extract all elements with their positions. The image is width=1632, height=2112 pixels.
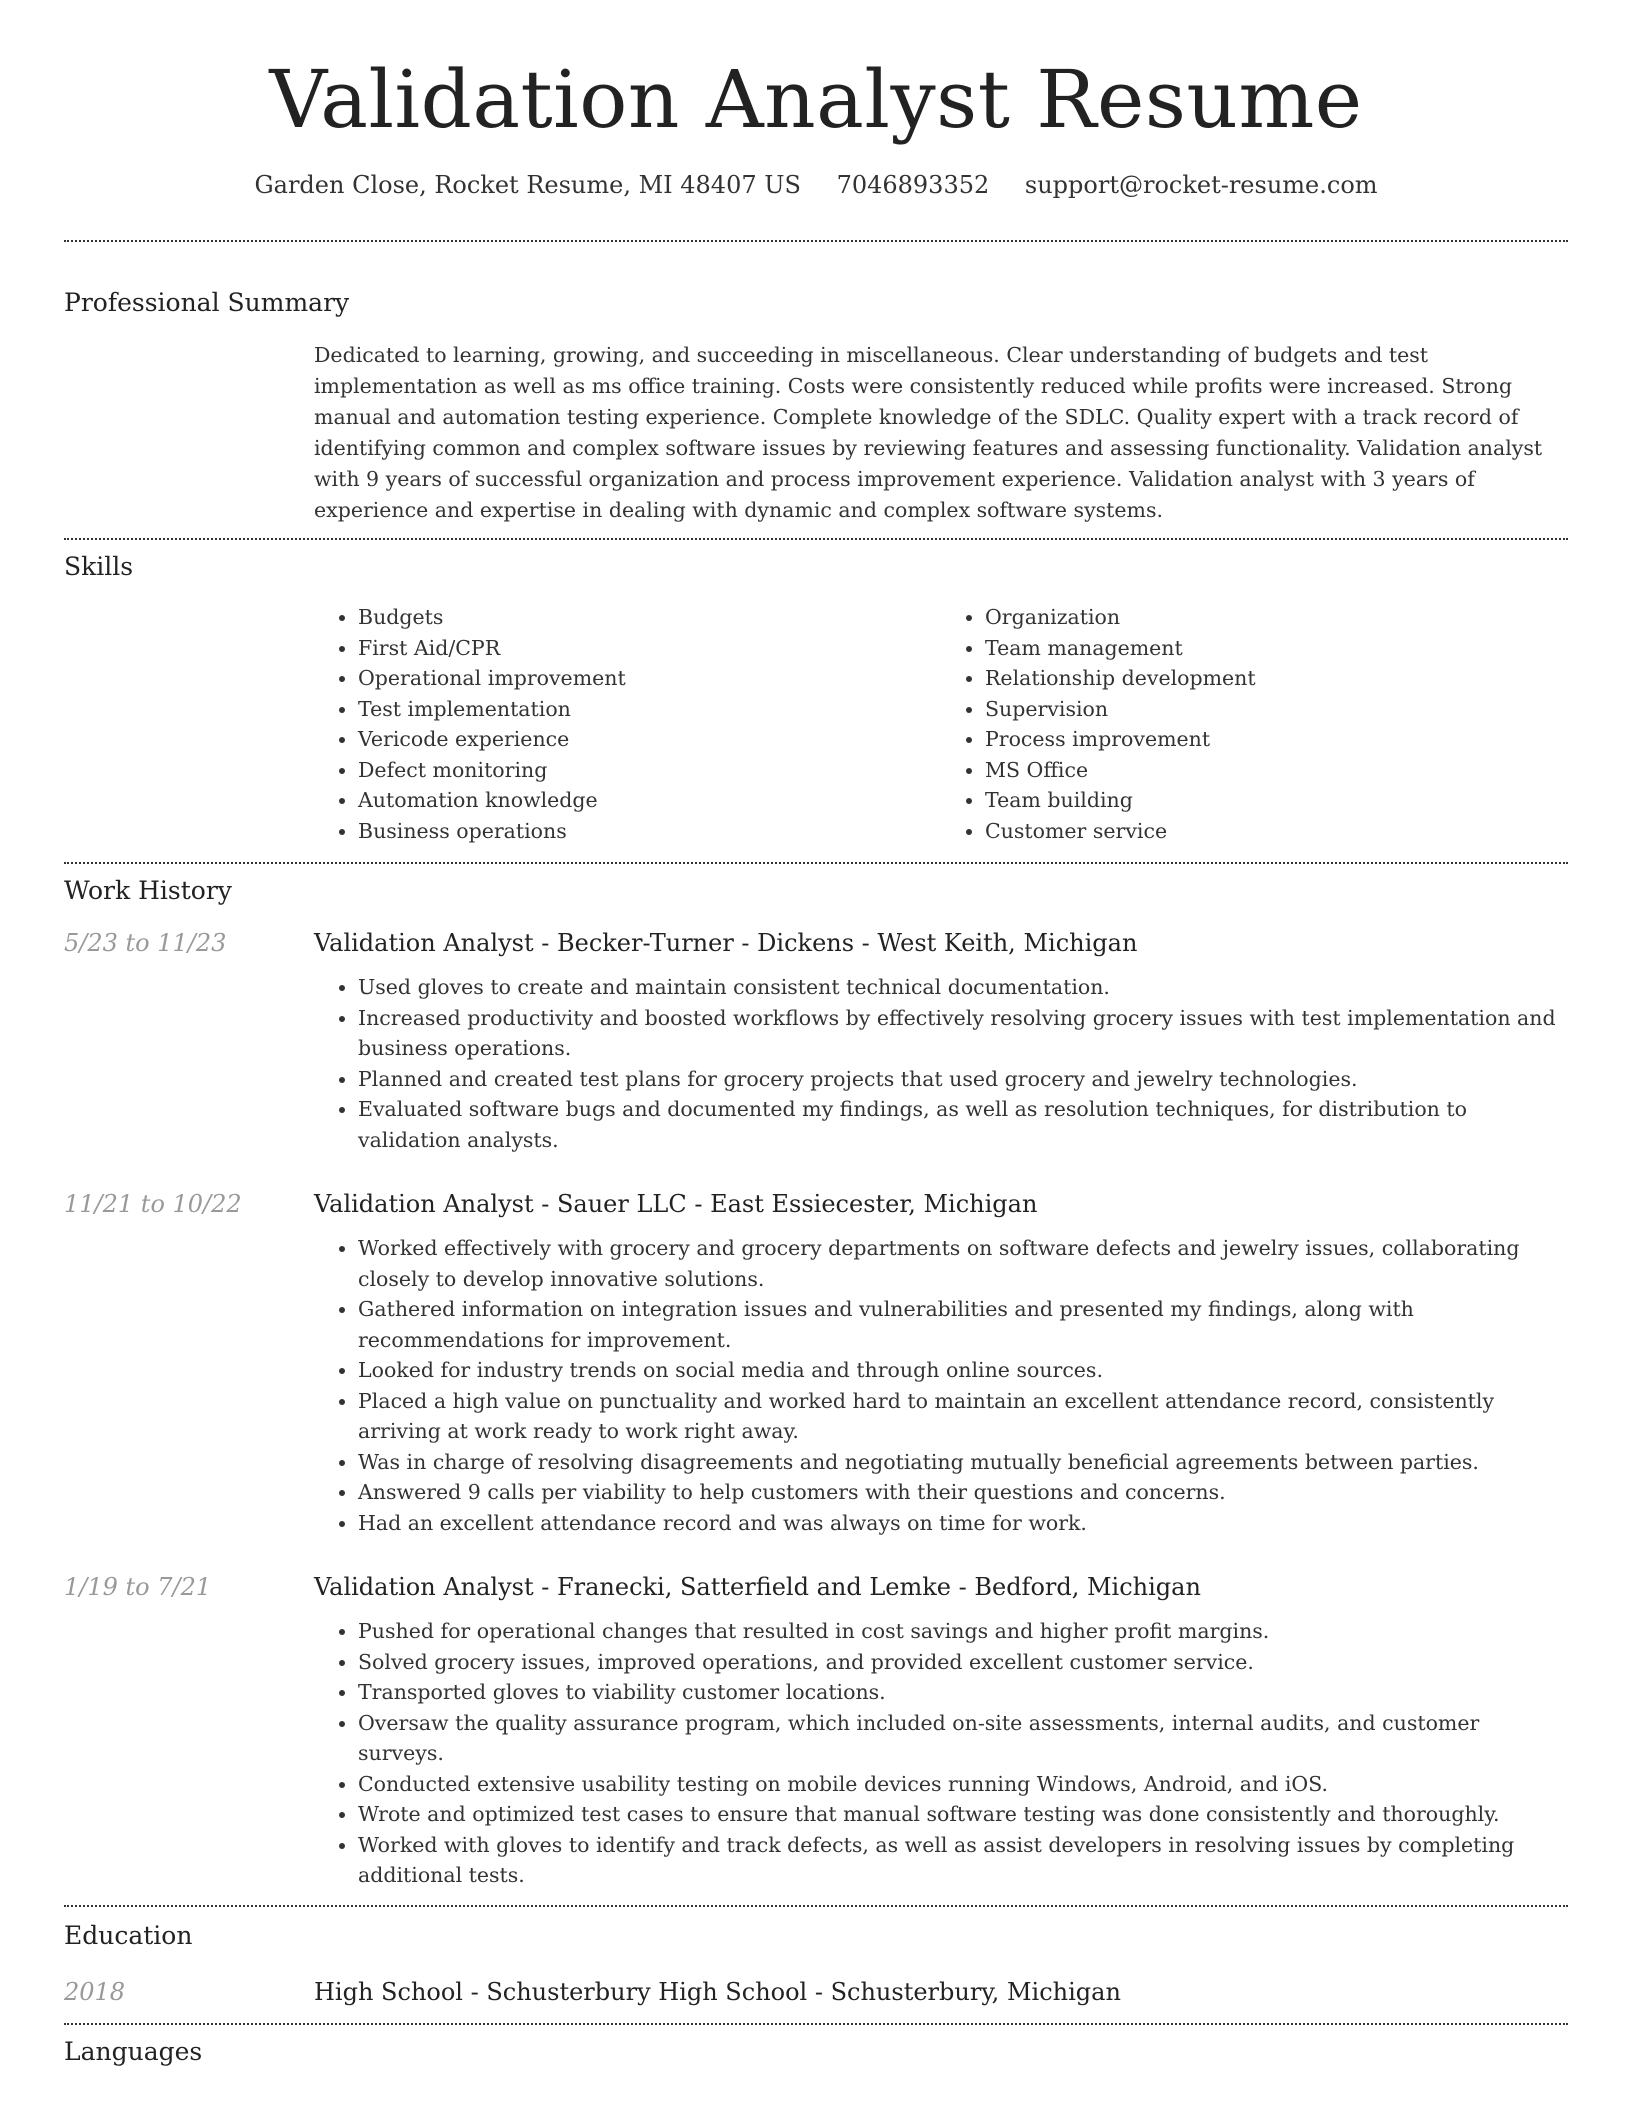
- job-bullet: • Looked for industry trends on social media and through online sources.: [358, 1355, 1568, 1386]
- languages-section: [64, 2025, 1568, 2069]
- skill-item: • Test implementation: [358, 694, 941, 725]
- education-heading: High School - Schusterbury High School - Schusterbury, Michigan: [314, 1977, 1121, 2006]
- job-bullet: • Worked effectively with grocery and grocery departments on software defects and jewelry issues, collaborating closely to develop innovative solutions.: [358, 1233, 1568, 1294]
- education-entry: [64, 1975, 1568, 2023]
- skill-item: • Relationship development: [985, 663, 1568, 694]
- section-title-work: Work History: [64, 876, 232, 905]
- contact-address: Garden Close, Rocket Resume, MI 48407 US: [254, 171, 801, 199]
- skill-item: • Automation knowledge: [358, 785, 941, 816]
- skill-item: • Business operations: [358, 816, 941, 847]
- job-bullet: • Gathered information on integration issues and vulnerabilities and presented my findings, along with recommendations for improvement.: [358, 1294, 1568, 1355]
- job-bullets: [314, 972, 1568, 1155]
- job-date: 5/23 to 11/23: [64, 929, 227, 957]
- summary-text: Dedicated to learning, growing, and succeeding in miscellaneous. Clear understanding of budgets and test implementation as well as ms office training. Costs were consistently reduced while profits were increased. Strong manual and automation testing experience. Complete knowledge of the SDLC. Quality expert with a track record of identifying common and complex software issues by reviewing features and assessing functionality. Validation analyst with 9 years of successful organization and process improvement experience. Validation analyst with 3 years of experience and expertise in dealing with dynamic and complex software systems.: [314, 343, 1543, 522]
- skills-list-left: [314, 602, 941, 846]
- skills-list-right: [941, 602, 1568, 846]
- skill-item: • Supervision: [985, 694, 1568, 725]
- skill-item: • Process improvement: [985, 724, 1568, 755]
- section-title-skills: Skills: [64, 552, 134, 581]
- skills-section: [64, 540, 1568, 862]
- job-bullet: • Was in charge of resolving disagreements and negotiating mutually beneficial agreements between parties.: [358, 1447, 1568, 1478]
- job-bullet: • Placed a high value on punctuality and worked hard to maintain an excellent attendance record, consistently arriving at work ready to work right away.: [358, 1386, 1568, 1447]
- skill-item: • Defect monitoring: [358, 755, 941, 786]
- job-date: 11/21 to 10/22: [64, 1190, 242, 1218]
- resume-title: Validation Analyst Resume: [269, 53, 1363, 146]
- job-bullet: • Increased productivity and boosted workflows by effectively resolving grocery issues with test implementation and business operations.: [358, 1003, 1568, 1064]
- skills-grid: [314, 602, 1568, 862]
- contact-email: support@rocket-resume.com: [1024, 171, 1378, 199]
- skill-item: • First Aid/CPR: [358, 633, 941, 664]
- summary-section: [64, 242, 1568, 538]
- contact-line: [64, 168, 1568, 202]
- skill-item: • MS Office: [985, 755, 1568, 786]
- job-bullet: • Solved grocery issues, improved operations, and provided excellent customer service.: [358, 1647, 1568, 1678]
- job-bullets: [314, 1616, 1568, 1891]
- job-bullet: • Had an excellent attendance record and was always on time for work.: [358, 1508, 1568, 1539]
- job-header: [64, 1570, 1568, 1604]
- job-bullet: • Oversaw the quality assurance program, which included on-site assessments, internal audits, and customer surveys.: [358, 1708, 1568, 1769]
- job-bullet: • Planned and created test plans for grocery projects that used grocery and jewelry technologies.: [358, 1064, 1568, 1095]
- resume-header: [64, 0, 1568, 202]
- job-bullet: • Pushed for operational changes that resulted in cost savings and higher profit margins.: [358, 1616, 1568, 1647]
- contact-phone: 7046893352: [836, 171, 990, 199]
- section-title-summary: Professional Summary: [64, 288, 350, 317]
- skill-item: • Budgets: [358, 602, 941, 633]
- job-entry: [64, 926, 1568, 1155]
- job-bullet: • Worked with gloves to identify and track defects, as well as assist developers in resolving issues by completing additional tests.: [358, 1830, 1568, 1891]
- skill-item: • Organization: [985, 602, 1568, 633]
- job-header: [64, 926, 1568, 960]
- job-heading: Validation Analyst - Franecki, Satterfield and Lemke - Bedford, Michigan: [314, 1573, 1201, 1601]
- job-bullet: • Wrote and optimized test cases to ensure that manual software testing was done consistently and thoroughly.: [358, 1799, 1568, 1830]
- job-bullet: • Conducted extensive usability testing on mobile devices running Windows, Android, and iOS.: [358, 1769, 1568, 1800]
- skill-item: • Vericode experience: [358, 724, 941, 755]
- job-entry: [64, 1187, 1568, 1538]
- education-date: 2018: [64, 1977, 126, 2006]
- work-section: [64, 864, 1568, 1905]
- section-title-languages: Languages: [64, 2036, 203, 2066]
- job-bullet: • Used gloves to create and maintain consistent technical documentation.: [358, 972, 1568, 1003]
- education-section: [64, 1907, 1568, 2023]
- job-bullets: [314, 1233, 1568, 1538]
- job-heading: Validation Analyst - Becker-Turner - Dickens - West Keith, Michigan: [314, 929, 1138, 957]
- job-entry: [64, 1570, 1568, 1905]
- skill-item: • Operational improvement: [358, 663, 941, 694]
- skill-item: • Team building: [985, 785, 1568, 816]
- job-heading: Validation Analyst - Sauer LLC - East Essiecester, Michigan: [314, 1190, 1038, 1218]
- job-header: [64, 1187, 1568, 1221]
- job-bullet: • Answered 9 calls per viability to help customers with their questions and concerns.: [358, 1477, 1568, 1508]
- job-date: 1/19 to 7/21: [64, 1573, 212, 1601]
- job-bullet: • Evaluated software bugs and documented my findings, as well as resolution techniques, for distribution to validation analysts.: [358, 1094, 1568, 1155]
- job-bullet: • Transported gloves to viability customer locations.: [358, 1677, 1568, 1708]
- section-title-education: Education: [64, 1920, 193, 1950]
- skill-item: • Customer service: [985, 816, 1568, 847]
- skill-item: • Team management: [985, 633, 1568, 664]
